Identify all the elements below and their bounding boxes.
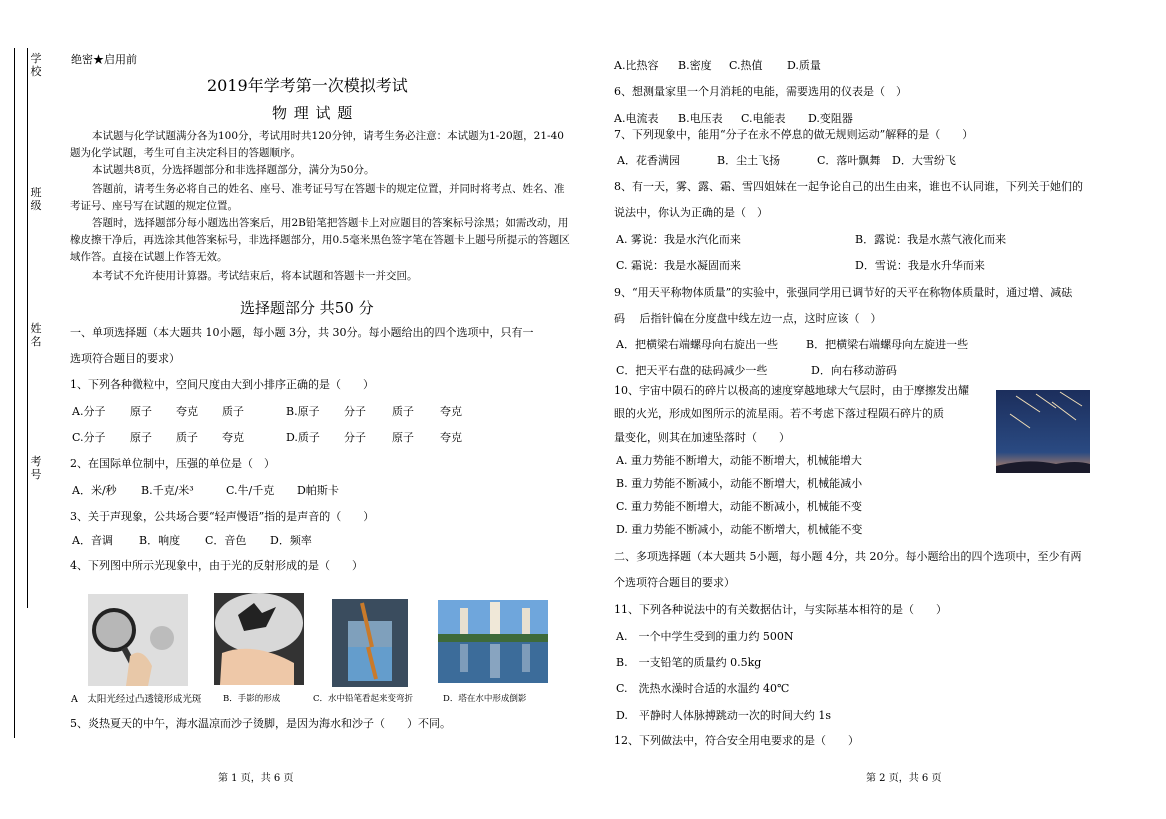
part1-desc-2: 选项符合题目的要求） <box>70 352 180 365</box>
q4-caption-c: C．水中铅笔看起来变弯折 <box>313 694 414 704</box>
intro-1: 本试题与化学试题满分各为100分，考试用时共120分钟，请考生务必注意：本试题为1-20题，21-40题为化学试题，考生可自主决定科目的答题顺序。 <box>70 130 564 159</box>
q10-option: B. 重力势能不断减小，动能不断增大，机械能减小 <box>616 477 863 490</box>
q4-caption-a: A 太阳光经过凸透镜形成光斑 <box>71 694 202 705</box>
q1-option: 分子 <box>344 405 366 418</box>
footer-left: 第 1 页，共 6 页 <box>218 773 294 784</box>
q9-option: B．把横梁右端螺母向左旋进一些 <box>806 338 969 351</box>
exam-subtitle: 物 理 试 题 <box>272 104 354 122</box>
q11-option: D. 平静时人体脉搏跳动一次的时间大约 1s <box>616 709 832 722</box>
q6-option: D.变阻器 <box>808 112 853 125</box>
part2-desc-2: 个选项符合题目的要求） <box>614 576 735 589</box>
q9-stem-2: 码 后指针偏在分度盘中线左边一点，这时应该（ ） <box>614 312 882 325</box>
q1-option: A.分子 <box>72 405 106 418</box>
q5-option: C.热值 <box>729 59 763 72</box>
secret-mark: 绝密★启用前 <box>71 53 137 66</box>
q12-stem: 12、下列做法中，符合安全用电要求的是（ ） <box>614 734 859 747</box>
q9-option: D．向右移动游码 <box>811 364 897 377</box>
pencil-in-water-image <box>332 599 408 687</box>
q10-stem-1: 10、宇宙中陨石的碎片以极高的速度穿越地球大气层时，由于摩擦发出耀 <box>614 384 969 397</box>
label-class: 班级 <box>30 186 42 212</box>
q3-stem: 3、关于声现象，公共场合要“轻声慢语”指的是声音的（ ） <box>70 510 375 523</box>
q2-option: A．米/秒 <box>72 484 117 497</box>
q8-option: D．雪说：我是水升华而来 <box>855 259 985 272</box>
q1-option: 夸克 <box>176 405 198 418</box>
exam-title: 2019年学考第一次模拟考试 <box>207 76 408 95</box>
q8-stem-1: 8、有一天，雾、露、霜、雪四姐妹在一起争论自己的出生由来，谁也不认同谁，下列关于她们的 <box>614 180 1083 193</box>
q8-option: B．露说：我是水蒸气液化而来 <box>855 233 1007 246</box>
q1-option: 分子 <box>344 431 366 444</box>
q4-caption-d: D．塔在水中形成倒影 <box>443 694 527 704</box>
label-exam-no: 考号 <box>30 455 42 481</box>
q1-option: 原子 <box>130 405 152 418</box>
q1-option: 质子 <box>392 405 414 418</box>
q1-option: 原子 <box>130 431 152 444</box>
intro-5: 本考试不允许使用计算器。考试结束后，将本试题和答题卡一并交回。 <box>92 270 418 282</box>
q1-option: 夸克 <box>222 431 244 444</box>
q1-option: D.质子 <box>286 431 320 444</box>
q11-option: C. 洗热水澡时合适的水温约 40℃ <box>616 682 790 695</box>
q6-option: A.电流表 <box>614 112 659 125</box>
label-school: 学校 <box>30 52 42 78</box>
intro-4: 答题时，选择题部分每小题选出答案后，用2B铅笔把答题卡上对应题目的答案标号涂黑；如需改动，用橡皮擦干净后，再选涂其他答案标号，非选择题部分，用0.5毫米黑色签字笔在答题卡上题号所提示的答题区域作答。直接在试题上作答无效。 <box>70 217 570 263</box>
part2-desc-1: 二、多项选择题（本大题共 5小题，每小题 4分，共 20分。每小题给出的四个选项中，至少有两 <box>614 550 1082 563</box>
q9-option: A．把横梁右端螺母向右旋出一些 <box>616 338 778 351</box>
q1-option: 夸克 <box>440 431 462 444</box>
q1-option: 质子 <box>176 431 198 444</box>
q1-option: 夸克 <box>440 405 462 418</box>
q9-stem-1: 9、“用天平称物体质量”的实验中，张强同学用已调节好的天平在称物体质量时，通过增、减砝 <box>614 286 1073 299</box>
q7-option: C．落叶飘舞 <box>817 154 881 167</box>
q4-caption-b: B．手影的形成 <box>223 694 281 704</box>
q8-stem-2: 说法中，你认为正确的是（ ） <box>614 206 768 219</box>
q2-option: D帕斯卡 <box>297 484 339 497</box>
q6-stem: 6、想测量家里一个月消耗的电能，需要选用的仪表是（ ） <box>614 85 907 98</box>
q5-stem: 5、炎热夏天的中午，海水温凉而沙子烫脚，是因为海水和沙子（ ）不同。 <box>70 717 451 730</box>
q10-stem-3: 量变化，则其在加速坠落时（ ） <box>614 431 790 444</box>
q3-option: A．音调 <box>72 534 113 547</box>
q7-option: B．尘土飞扬 <box>717 154 781 167</box>
q7-stem: 7、下列现象中，能用“分子在永不停息的做无规则运动”解释的是（ ） <box>614 128 974 141</box>
q5-option: B.密度 <box>678 59 712 72</box>
intro-2: 本试题共8页，分选择题部分和非选择题部分，满分为50分。 <box>92 164 375 176</box>
q11-option: A. 一个中学生受到的重力约 500N <box>616 630 794 643</box>
pagoda-reflection-image <box>438 600 548 683</box>
q7-option: A．花香满园 <box>617 154 680 167</box>
q10-option: D. 重力势能不断减小，动能不断增大，机械能不变 <box>616 523 863 536</box>
q11-stem: 11、下列各种说法中的有关数据估计，与实际基本相符的是（ ） <box>614 603 947 616</box>
q8-option: A. 雾说：我是水汽化而来 <box>616 233 741 246</box>
label-name: 姓名 <box>30 322 42 348</box>
q1-option: B.原子 <box>286 405 320 418</box>
q5-option: D.质量 <box>787 59 821 72</box>
part1-desc-1: 一、单项选择题（本大题共 10小题，每小题 3分，共 30分。每小题给出的四个选项中，只有一 <box>70 326 534 339</box>
sidebar-border <box>27 48 28 608</box>
q2-option: C.牛/千克 <box>226 484 275 497</box>
magnifier-image <box>88 594 188 686</box>
section-title: 选择题部分 共50 分 <box>240 299 374 317</box>
q11-option: B. 一支铅笔的质量约 0.5kg <box>616 656 762 669</box>
q7-option: D．大雪纷飞 <box>892 154 956 167</box>
q5-option: A.比热容 <box>614 59 659 72</box>
q2-stem: 2、在国际单位制中，压强的单位是（ ） <box>70 457 275 470</box>
meteor-shower-image <box>996 390 1090 473</box>
q10-option: C. 重力势能不断增大，动能不断减小，机械能不变 <box>616 500 863 513</box>
q3-option: C．音色 <box>205 534 247 547</box>
footer-right: 第 2 页，共 6 页 <box>866 773 942 784</box>
q3-option: B．响度 <box>139 534 181 547</box>
q1-stem: 1、下列各种微粒中，空间尺度由大到小排序正确的是（ ） <box>70 378 374 391</box>
q4-stem: 4、下列图中所示光现象中，由于光的反射形成的是（ ） <box>70 559 363 572</box>
q2-option: B.千克/米³ <box>141 484 194 497</box>
hand-shadow-image <box>214 593 304 685</box>
binding-line <box>14 48 15 738</box>
q6-option: C.电能表 <box>741 112 786 125</box>
q1-option: 原子 <box>392 431 414 444</box>
q10-stem-2: 眼的火光，形成如图所示的流星雨。若不考虑下落过程陨石碎片的质 <box>614 407 944 420</box>
q9-option: C．把天平右盘的砝码减少一些 <box>616 364 768 377</box>
intro-3: 答题前，请考生务必将自己的姓名、座号、准考证号写在答题卡的规定位置，并同时将考点、姓名、准考证号、座号写在试题的规定位置。 <box>70 183 565 212</box>
q1-option: 质子 <box>222 405 244 418</box>
q8-option: C. 霜说：我是水凝固而来 <box>616 259 742 272</box>
q6-option: B.电压表 <box>678 112 723 125</box>
q10-option: A. 重力势能不断增大，动能不断增大，机械能增大 <box>616 454 862 467</box>
q1-option: C.分子 <box>72 431 106 444</box>
q3-option: D．频率 <box>270 534 312 547</box>
